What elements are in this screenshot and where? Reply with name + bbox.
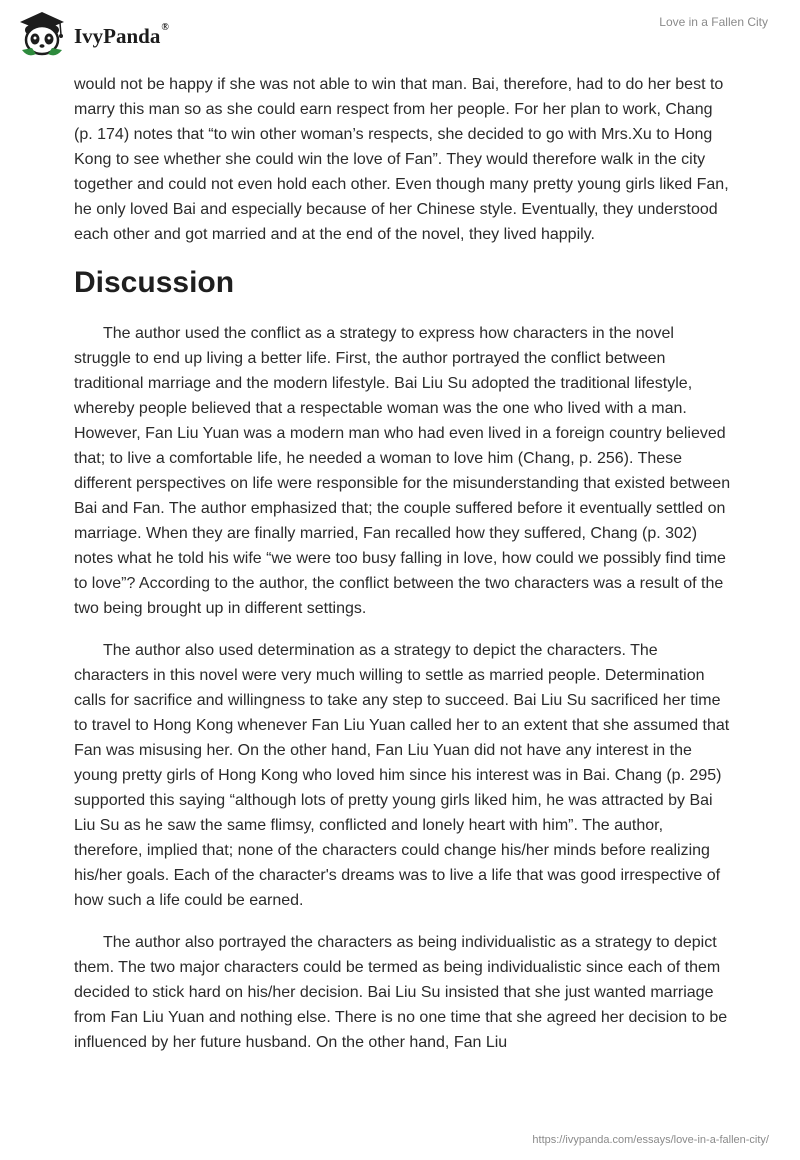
brand-name: IvyPanda® [74,21,169,48]
body-paragraph: The author used the conflict as a strategy to express how characters in the novel struggle to end up living a better life. First, the author portrayed the conflict between traditional marriage and the modern lifestyle. Bai Liu Su adopted the traditional lifestyle, whereby people believed that a respectable woman was the one who lived with a man. However, Fan Liu Yuan was a modern man who had even lived in a foreign country believed that; to live a comfortable life, he needed a woman to love him (Chang, p. 256). These different perspectives on life were responsible for the misunderstanding that existed between Bai and Fan. The author emphasized that; the couple suffered before it eventually settled on marriage. When they are finally married, Fan recalled how they suffered, Chang (p. 302) notes what he told his wife “we were too busy falling in love, how could we possibly find time to love”? According to the author, the conflict between the two characters was a result of the two being brought up in different settings. [74,325,731,617]
page-header [0,0,800,70]
body-paragraph: The author also used determination as a strategy to depict the characters. The characters in this novel were very much willing to settle as married people. Determination calls for sacrifice and willingness to take any step to succeed. Bai Liu Su sacrificed her time to travel to Hong Kong whenever Fan Liu Yuan called her to an extent that she assumed that Fan was misusing her. On the other hand, Fan Liu Yuan did not have any interest in the young pretty girls of Hong Kong who loved him since his interest was in Bai. Chang (p. 295) supported this saying “although lots of pretty young girls liked him, he was attracted by Bai Liu Su as he saw the same flimsy, conflicted and lonely heart with him”. The author, therefore, implied that; none of the characters could change his/her minds before realizing his/her goals. Each of the character's dreams was to live a life that was good irrespective of how such a life could be earned. [74,642,730,909]
body-paragraph: The author also portrayed the characters as being individualistic as a strategy to depict them. The two major characters could be termed as being individualistic since each of them decided to stick hard on his/her decision. Bai Liu Su insisted that she just wanted marriage from Fan Liu Yuan and nothing else. There is no one time that she agreed her decision to be influenced by her future husband. On the other hand, Fan Liu [74,934,728,1051]
source-url[interactable]: https://ivypanda.com/essays/love-in-a-fallen-city/ [532,1134,769,1146]
section-heading: Discussion [74,266,235,299]
intro-paragraph: would not be happy if she was not able to win that man. Bai, therefore, had to do her best to marry this man so as she could earn respect from her people. For her plan to work, Chang (p. 174) notes that “to win other woman’s respects, she decided to go with Mrs.Xu to Hong Kong to see whether she could win the love of Fan”. They would therefore walk in the city together and could not even hold each other. Even though many pretty young girls liked Fan, he only loved Bai and especially because of her Chinese style. Eventually, they understood each other and got married and at the end of the novel, they lived happily. [74,76,729,243]
registered-mark: ® [161,21,169,33]
brand-logo[interactable] [14,8,169,60]
essay-body [74,72,734,1072]
document-title: Love in a Fallen City [659,15,768,29]
panda-graduate-icon [14,8,70,60]
